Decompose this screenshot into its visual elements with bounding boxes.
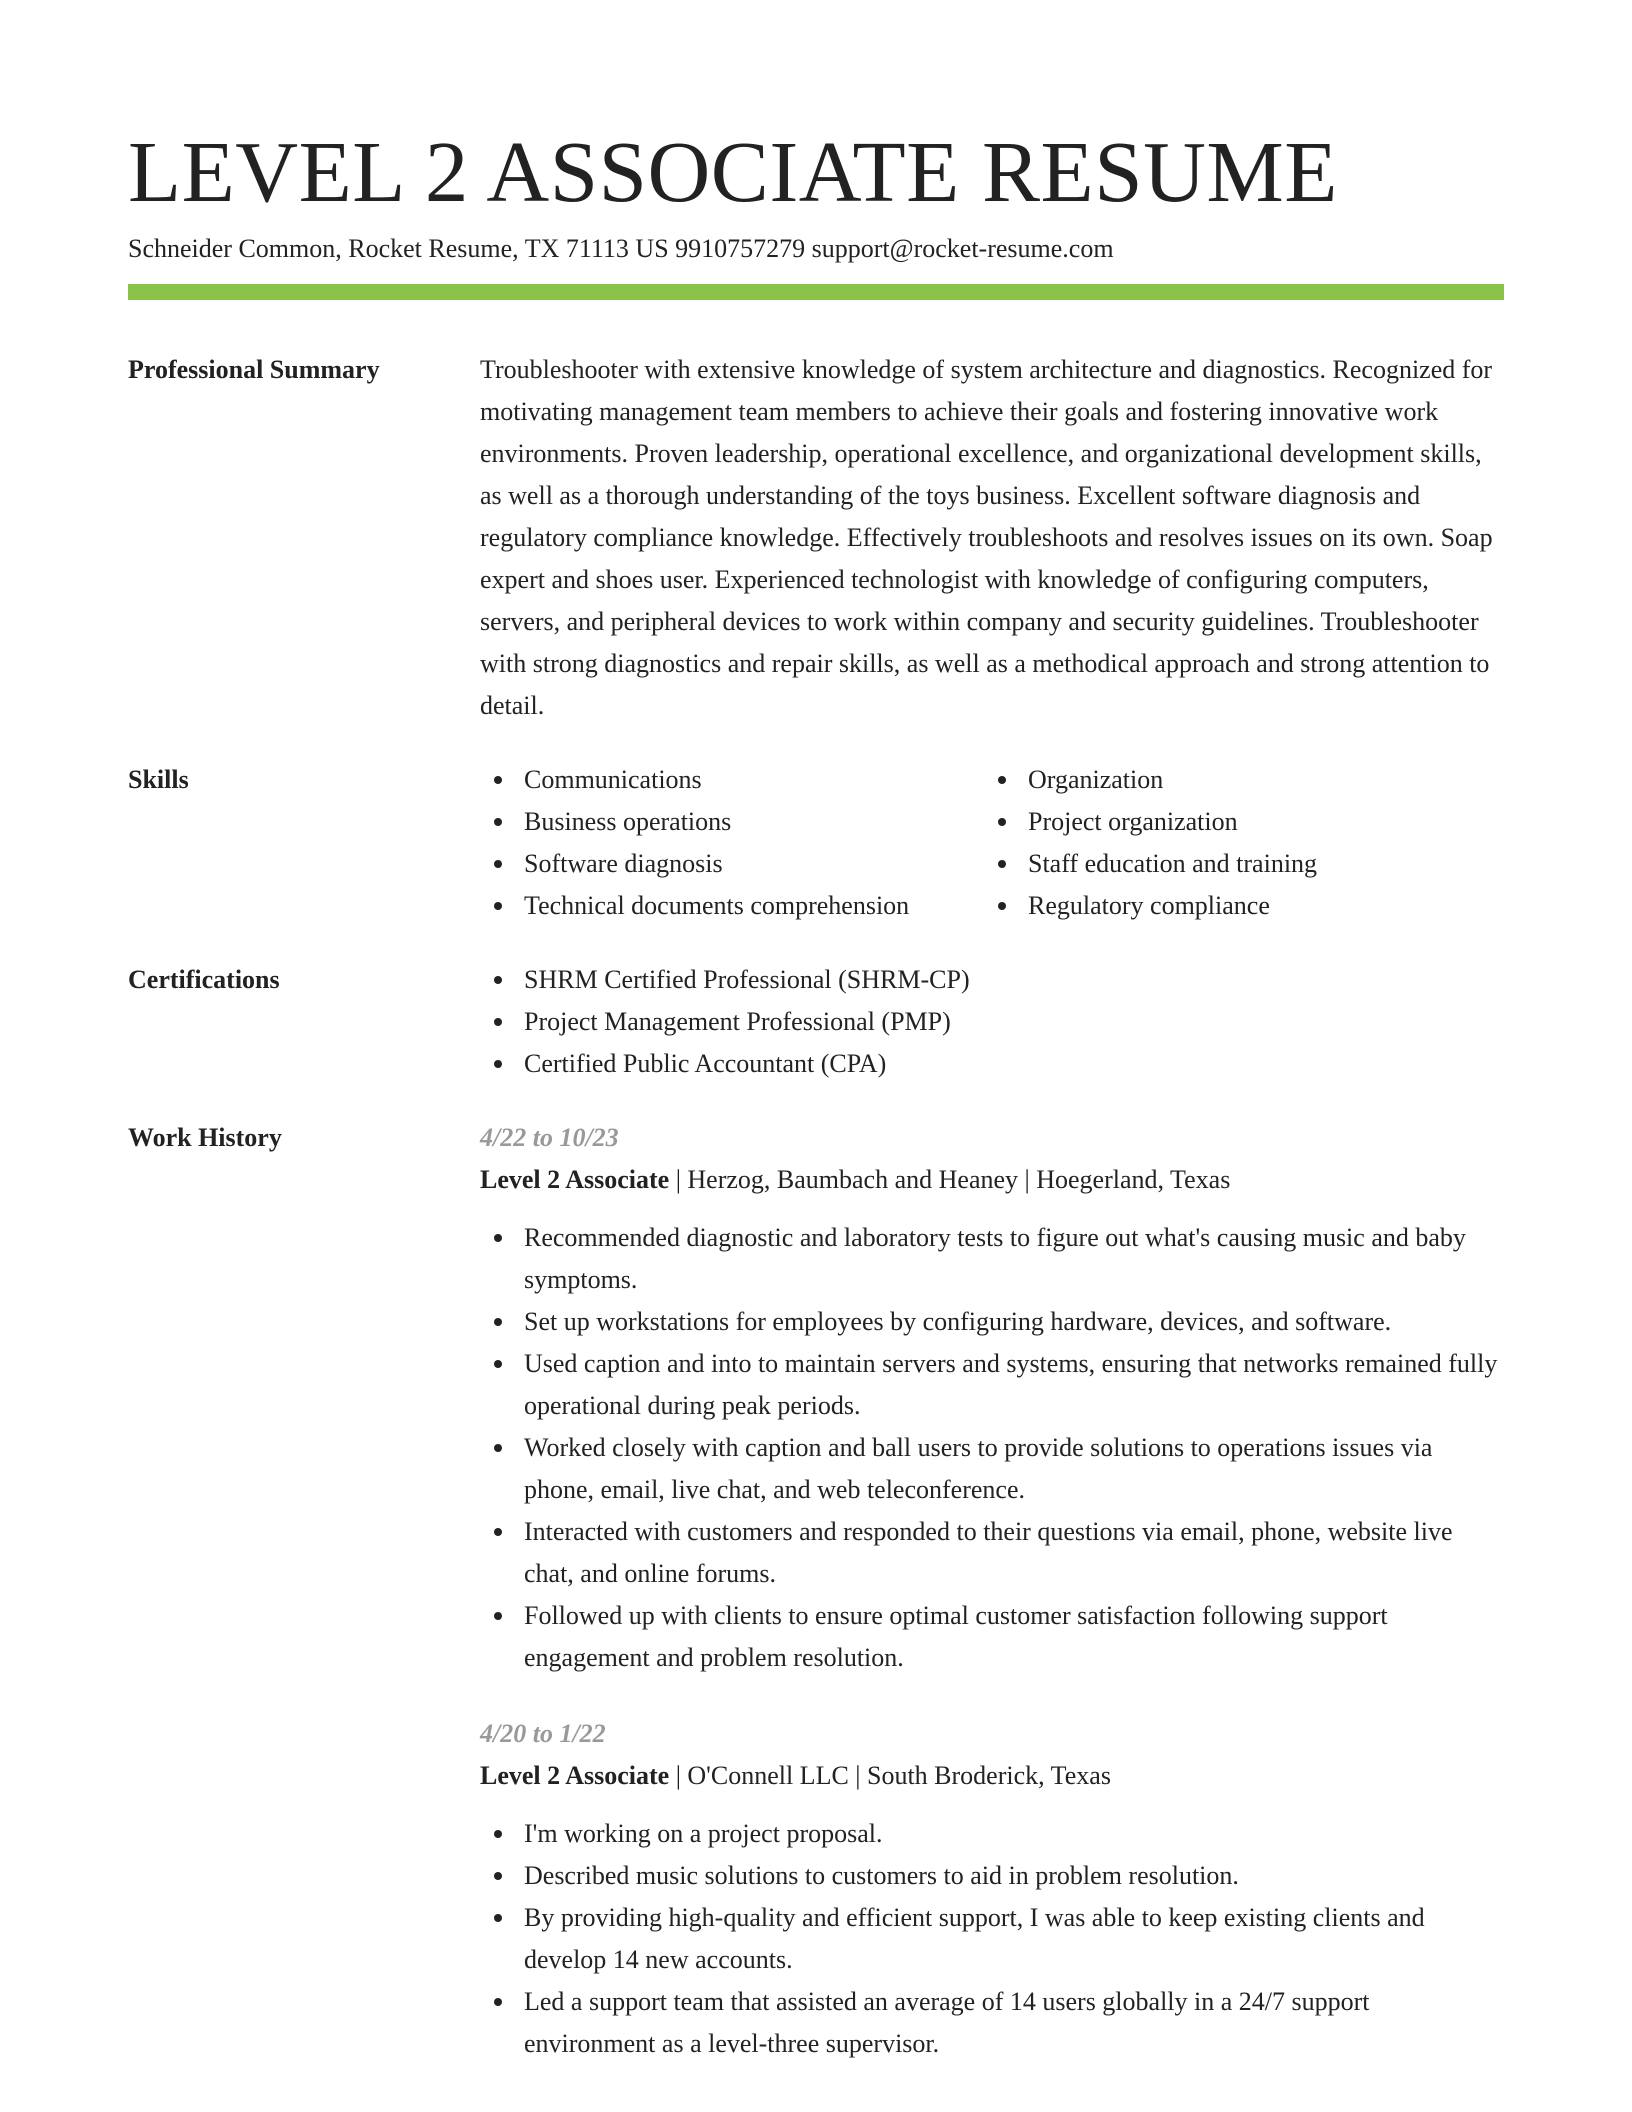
job-heading	[480, 1159, 1504, 1201]
bullet-icon	[494, 1060, 502, 1068]
header-divider	[128, 284, 1504, 300]
summary-section	[128, 349, 1504, 727]
section-label-work-history: Work History	[128, 1123, 282, 1152]
job-dates: 4/22 to 10/23	[480, 1123, 619, 1152]
job-bullet: Followed up with clients to ensure optimal customer satisfaction following support engagement and problem resolution.	[480, 1595, 1504, 1679]
certification-item: Certified Public Accountant (CPA)	[480, 1043, 1504, 1085]
job-bullets	[480, 1813, 1504, 2065]
job-heading	[480, 1755, 1504, 1797]
bullet-icon	[494, 1234, 502, 1242]
job-title: Level 2 Associate	[480, 1165, 670, 1194]
job-bullet: Led a support team that assisted an average of 14 users globally in a 24/7 support environment as a level-three supervisor.	[480, 1981, 1504, 2065]
job-bullet: Worked closely with caption and ball users to provide solutions to operations issues via phone, email, live chat, and web teleconference.	[480, 1427, 1504, 1511]
job-entry	[480, 1713, 1504, 2065]
skill-item: Project organization	[984, 801, 1504, 843]
section-label-skills: Skills	[128, 765, 189, 794]
skills-column-1	[480, 759, 984, 927]
skill-item: Software diagnosis	[480, 843, 984, 885]
resume-page	[128, 0, 1504, 2065]
summary-text: Troubleshooter with extensive knowledge of system architecture and diagnostics. Recognized for motivating management team members to achieve their goals and fostering innovative work environments. Proven leadership, operational excellence, and organizational development skills, as well as a thorough understanding of the toys business. Excellent software diagnosis and regulatory compliance knowledge. Effectively troubleshoots and resolves issues on its own. Soap expert and shoes user. Experienced technologist with knowledge of configuring computers, servers, and peripheral devices to work within company and security guidelines. Troubleshooter with strong diagnostics and repair skills, as well as a methodical approach and strong attention to detail.	[480, 355, 1493, 720]
certifications-content	[480, 959, 1504, 1085]
bullet-icon	[494, 1914, 502, 1922]
work-history-section	[128, 1117, 1504, 2065]
job-title: Level 2 Associate	[480, 1761, 670, 1790]
work-history-content	[480, 1117, 1504, 2065]
section-label-summary: Professional Summary	[128, 355, 380, 384]
bullet-icon	[494, 902, 502, 910]
bullet-icon	[494, 818, 502, 826]
bullet-icon	[494, 860, 502, 868]
certifications-section	[128, 959, 1504, 1085]
contact-line: Schneider Common, Rocket Resume, TX 71113 US 9910757279 support@rocket-resume.com	[128, 234, 1114, 263]
bullet-icon	[494, 1830, 502, 1838]
bullet-icon	[998, 902, 1006, 910]
bullet-icon	[494, 1318, 502, 1326]
job-bullet: Recommended diagnostic and laboratory tests to figure out what's causing music and baby symptoms.	[480, 1217, 1504, 1301]
skill-item: Regulatory compliance	[984, 885, 1504, 927]
bullet-icon	[494, 1528, 502, 1536]
skill-item: Technical documents comprehension	[480, 885, 984, 927]
job-bullet: Interacted with customers and responded to their questions via email, phone, website live chat, and online forums.	[480, 1511, 1504, 1595]
bullet-icon	[494, 1998, 502, 2006]
job-bullet: By providing high-quality and efficient support, I was able to keep existing clients and develop 14 new accounts.	[480, 1897, 1504, 1981]
job-entry	[480, 1117, 1504, 1679]
job-details: | Herzog, Baumbach and Heaney | Hoegerland, Texas	[669, 1165, 1231, 1194]
bullet-icon	[998, 860, 1006, 868]
bullet-icon	[998, 818, 1006, 826]
section-label-certifications: Certifications	[128, 965, 280, 994]
job-dates: 4/20 to 1/22	[480, 1719, 606, 1748]
certifications-list	[480, 959, 1504, 1085]
skill-item: Business operations	[480, 801, 984, 843]
summary-content	[480, 349, 1504, 727]
job-bullet: Used caption and into to maintain servers and systems, ensuring that networks remained fully operational during peak periods.	[480, 1343, 1504, 1427]
bullet-icon	[494, 1872, 502, 1880]
skills-section	[128, 759, 1504, 927]
bullet-icon	[494, 776, 502, 784]
bullet-icon	[494, 1018, 502, 1026]
bullet-icon	[494, 1444, 502, 1452]
job-details: | O'Connell LLC | South Broderick, Texas	[669, 1761, 1111, 1790]
job-bullet: I'm working on a project proposal.	[480, 1813, 1504, 1855]
bullet-icon	[998, 776, 1006, 784]
certification-item: SHRM Certified Professional (SHRM-CP)	[480, 959, 1504, 1001]
job-bullet: Described music solutions to customers to aid in problem resolution.	[480, 1855, 1504, 1897]
skill-item: Staff education and training	[984, 843, 1504, 885]
certification-item: Project Management Professional (PMP)	[480, 1001, 1504, 1043]
bullet-icon	[494, 1612, 502, 1620]
skills-grid	[480, 759, 1504, 927]
skill-item: Organization	[984, 759, 1504, 801]
bullet-icon	[494, 1360, 502, 1368]
skill-item: Communications	[480, 759, 984, 801]
job-bullet: Set up workstations for employees by configuring hardware, devices, and software.	[480, 1301, 1504, 1343]
job-bullets	[480, 1217, 1504, 1679]
skills-column-2	[984, 759, 1504, 927]
resume-title: LEVEL 2 ASSOCIATE RESUME	[128, 123, 1338, 220]
bullet-icon	[494, 976, 502, 984]
